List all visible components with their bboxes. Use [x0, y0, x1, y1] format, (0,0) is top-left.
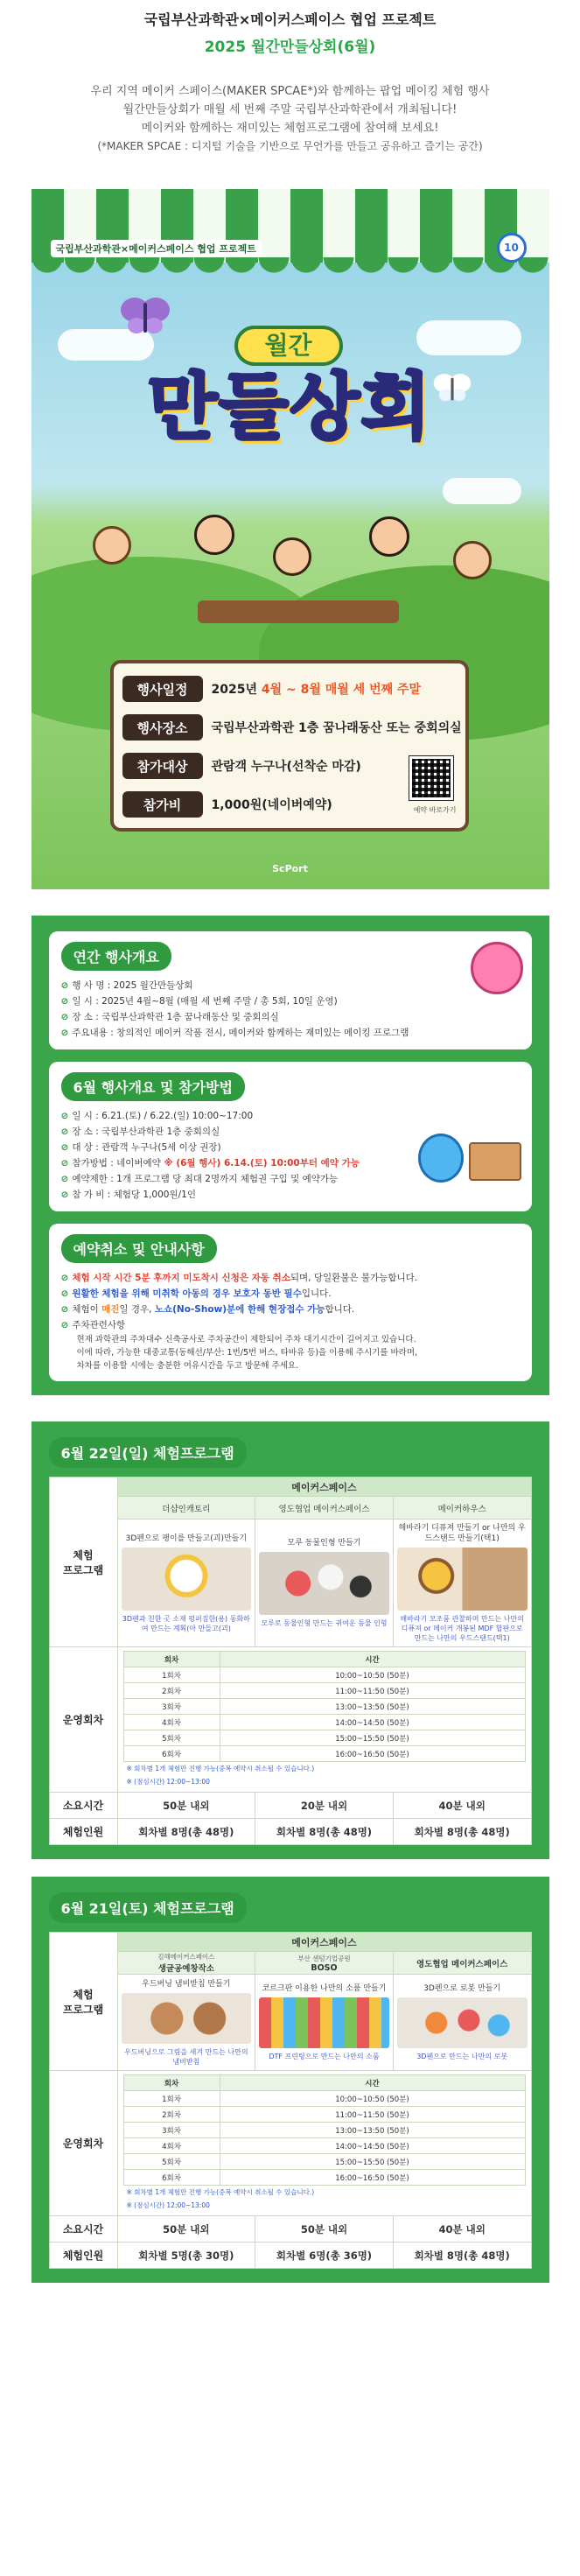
- check-icon: ⊘: [60, 1304, 69, 1315]
- row-head-duration: 소요시간: [49, 1793, 117, 1819]
- session-note: ※ 회차별 1개 체험만 진행 가능(중복 예약시 취소될 수 있습니다.): [126, 1765, 315, 1772]
- child-illustration: [93, 526, 131, 565]
- place-name: 메이커하우스: [393, 1497, 531, 1520]
- sessions-header: 회차: [123, 1652, 220, 1667]
- parking-note: 현재 과학관의 주차대수 신축공사로 주차공간이 제한되어 주차 대기시간이 길어지고 있습니다.: [76, 1335, 416, 1344]
- program-22-table: [49, 1477, 532, 1845]
- check-icon: ⊘: [60, 1111, 69, 1121]
- notice-text: 주차관련사항: [72, 1320, 126, 1330]
- notice-item: [61, 1302, 520, 1317]
- poster-title-small: 월간: [234, 326, 343, 366]
- row-head-people: 체험인원: [49, 1819, 117, 1845]
- session-time: 16:00~16:50 (50분): [220, 2170, 525, 2186]
- notice-highlight: 노쇼(No-Show)분에 한해 현장접수 가능: [154, 1304, 325, 1315]
- duration-cell: 20분 내외: [255, 1793, 394, 1819]
- overview-item: [61, 1025, 520, 1041]
- session-no: 1회차: [123, 1667, 220, 1683]
- check-icon: ⊘: [60, 1288, 69, 1299]
- june-item-text: 참가방법 : 네이버예약: [72, 1158, 161, 1169]
- place-main: 영도협업 메이커스페이스: [416, 1959, 508, 1969]
- program-21-title: 6월 21일(토) 체험프로그램: [49, 1892, 247, 1923]
- people-cell: 회차별 8명(총 48명): [117, 1819, 255, 1845]
- session-no: 6회차: [123, 2170, 220, 2186]
- notice-text: 입니다.: [301, 1288, 332, 1299]
- session-note: ※ (점심시간) 12:00~13:00: [126, 1778, 210, 1786]
- intro-desc-line: 메이커와 함께하는 재미있는 체험프로그램에 참여해 보세요!: [141, 122, 439, 135]
- people-cell: 회차별 8명(총 48명): [255, 1819, 394, 1845]
- blue-mascot-illustration: [418, 1134, 464, 1183]
- overview-item: [61, 1009, 520, 1025]
- awning-scallop: [31, 257, 549, 277]
- june-item-text: 장 소 : 국립부산과학관 1층 중회의실: [72, 1127, 220, 1137]
- intro-desc-line: 우리 지역 메이커 스페이스(MAKER SPCAE*)와 함께하는 팝업 메이킹 체험 행사: [90, 85, 490, 98]
- check-icon: ⊘: [60, 1012, 69, 1022]
- info-value: 관람객 누구나(선착순 마감): [211, 760, 361, 774]
- program-photo: [397, 1997, 528, 2048]
- program-photo: [259, 1997, 389, 2048]
- place-name: [393, 1952, 531, 1975]
- session-no: 2회차: [123, 1683, 220, 1699]
- sessions-cell: [117, 2071, 531, 2216]
- check-icon: ⊘: [60, 1273, 69, 1283]
- info-value: [212, 680, 422, 698]
- info-board: [110, 660, 469, 832]
- session-time: 10:00~10:50 (50분): [220, 1667, 525, 1683]
- place-name: [255, 1952, 394, 1975]
- program-name: 해바라기 디퓨져 만들기 or 나만의 우드스탠드 만들기(택1): [398, 1524, 526, 1543]
- session-no: 1회차: [123, 2091, 220, 2107]
- row-head-sessions: 운영회차: [49, 2071, 117, 2216]
- notice-text: 합니다.: [325, 1304, 355, 1315]
- program-name: 우드버닝 냄비받침 만들기: [142, 1979, 231, 1989]
- session-note: ※ (점심시간) 12:00~13:00: [126, 2201, 210, 2209]
- craft-box-illustration: [469, 1142, 521, 1181]
- child-illustration: [453, 541, 492, 579]
- program-desc: 우드버닝으로 그림을 새겨 만드는 나만의 냄비받침: [124, 2047, 248, 2066]
- overview-item-text: 행 사 명 : 2025 월간만들상회: [72, 980, 193, 991]
- people-cell: 회차별 8명(총 48명): [393, 2243, 531, 2269]
- june-item: [61, 1187, 520, 1203]
- program-cell: [117, 1975, 255, 2071]
- session-time: 13:00~13:50 (50분): [220, 2123, 525, 2138]
- duration-cell: 40분 내외: [393, 1793, 531, 1819]
- poster-org-label: 국립부산과학관×메이커스페이스 협업 프로젝트: [51, 240, 262, 257]
- info-value-highlight: 4월 ~ 8월 매월 세 번째 주말: [261, 683, 422, 697]
- info-value: 국립부산과학관 1층 꿈나래동산 또는 중회의실: [211, 721, 462, 735]
- row-head-program: 체험 프로그램: [49, 1933, 117, 2071]
- qr-code[interactable]: [409, 756, 453, 800]
- intro-description: [17, 82, 563, 156]
- place-sub: 김해메이커스페이스: [157, 1953, 215, 1961]
- row-head-people: 체험인원: [49, 2243, 117, 2269]
- child-illustration: [194, 515, 234, 555]
- session-time: 11:00~11:50 (50분): [220, 2107, 525, 2123]
- session-time: 14:00~14:50 (50분): [220, 2138, 525, 2154]
- place-main: BOSO: [311, 1962, 338, 1973]
- check-icon: ⊘: [60, 1190, 69, 1200]
- session-no: 4회차: [123, 1715, 220, 1730]
- notice-highlight: 체험 시작 시간 5분 후까지 미도착시 신청은 자동 취소: [72, 1273, 290, 1283]
- session-time: 11:00~11:50 (50분): [220, 1683, 525, 1699]
- poster-footer-logo: ScPort: [272, 863, 308, 874]
- june-item-text: 대 상 : 관람객 누구나(5세 이상 권장): [72, 1142, 221, 1153]
- intro-project-title: 국립부산과학관×메이커스페이스 협업 프로젝트: [143, 11, 437, 28]
- session-no: 3회차: [123, 2123, 220, 2138]
- sessions-table: [123, 2074, 526, 2186]
- session-no: 3회차: [123, 1699, 220, 1715]
- overview-item-text: 장 소 : 국립부산과학관 1층 꿈나래동산 및 중회의실: [72, 1012, 279, 1022]
- program-name: 3D펜으로 로봇 만들기: [423, 1984, 501, 1993]
- program-photo: [259, 1552, 389, 1615]
- annual-overview-card: [49, 931, 532, 1049]
- program-photo: [122, 1993, 252, 2044]
- duration-cell: 50분 내외: [255, 2216, 394, 2243]
- june-item-highlight: ※ (6월 행사) 6.14.(토) 10:00부터 예약 가능: [160, 1158, 360, 1169]
- place-name: [117, 1952, 255, 1975]
- notice-text: 체험이: [72, 1304, 102, 1315]
- sessions-table: [123, 1651, 526, 1762]
- duration-cell: 40분 내외: [393, 2216, 531, 2243]
- session-time: 15:00~15:50 (50분): [220, 2154, 525, 2170]
- check-icon: ⊘: [60, 1158, 69, 1169]
- poster-title-big: 만들상회: [148, 366, 432, 449]
- child-illustration: [273, 537, 311, 576]
- june-overview-card: [49, 1062, 532, 1211]
- notice-highlight: 매진: [101, 1304, 120, 1315]
- june-item-text: 참 가 비 : 체험당 1,000원/1인: [72, 1190, 196, 1200]
- program-name: 코르크판 이용한 나만의 소품 만들기: [262, 1984, 387, 1993]
- info-row-place: [122, 712, 462, 742]
- notice-text: 일 경우,: [119, 1304, 155, 1315]
- intro-event-title: 2025 월간만들상회(6월): [204, 39, 376, 56]
- row-head-program: 체험 프로그램: [49, 1478, 117, 1647]
- program-21-table: [49, 1932, 532, 2269]
- duration-cell: 50분 내외: [117, 2216, 255, 2243]
- info-key: 행사일정: [122, 676, 203, 702]
- session-no: 2회차: [123, 2107, 220, 2123]
- event-poster: [31, 189, 549, 889]
- sessions-header: 시간: [220, 1652, 525, 1667]
- qr-caption: 예약 바로가기: [413, 806, 457, 814]
- program-cell: [255, 1520, 394, 1647]
- parking-note: 차차를 이용할 시에는 충분한 여유시간을 두고 방문해 주세요.: [76, 1361, 299, 1371]
- duration-cell: 50분 내외: [117, 1793, 255, 1819]
- people-cell: 회차별 6명(총 36명): [255, 2243, 394, 2269]
- june-overview-title: 6월 행사개요 및 참가방법: [61, 1072, 245, 1101]
- maker-space-header: 메이커스페이스: [117, 1478, 531, 1497]
- overview-panel: [31, 916, 549, 1395]
- check-icon: ⊘: [60, 1142, 69, 1153]
- intro-desc-line: (*MAKER SPCAE : 디지털 기술을 기반으로 무언가를 만들고 공유하고 즐기는 공간): [97, 140, 483, 152]
- place-main: 생글공예창작소: [157, 1964, 214, 1974]
- program-desc: 해바라기 모조품 관찰하며 만드는 나만의 디퓨져 or 메이커 개봉된 MDF 합판으로 만드는 나만의 우드스탠드(택1): [400, 1615, 524, 1642]
- check-icon: ⊘: [60, 1028, 69, 1038]
- sessions-header: 시간: [220, 2075, 525, 2091]
- check-icon: ⊘: [60, 996, 69, 1007]
- info-row-fee: [122, 790, 332, 819]
- session-no: 5회차: [123, 2154, 220, 2170]
- info-key: 참가대상: [122, 753, 203, 779]
- butterfly-icon: [119, 294, 171, 338]
- overview-item-text: 주요내용 : 창의적인 메이커 작품 전시, 메이커와 함께하는 재미있는 메이킹 프로그램: [72, 1028, 409, 1038]
- check-icon: ⊘: [60, 980, 69, 991]
- info-key: 참가비: [122, 791, 203, 818]
- info-row-target: [122, 751, 361, 781]
- program-cell: [255, 1975, 394, 2071]
- place-name: 영도협업 메이커스페이스: [255, 1497, 394, 1520]
- program-photo: [397, 1548, 528, 1611]
- pink-mascot-illustration: [471, 942, 523, 994]
- session-note: ※ 회차별 1개 체험만 진행 가능(중복 예약시 취소될 수 있습니다.): [126, 2188, 315, 2196]
- info-row-schedule: [122, 674, 422, 704]
- info-value: 1,000원(네이버예약): [211, 798, 332, 812]
- session-time: 10:00~10:50 (50분): [220, 2091, 525, 2107]
- people-cell: 회차별 8명(총 48명): [393, 1819, 531, 1845]
- parking-note: 이에 따라, 가능한 대중교통(동해선/부산: 1번/5번 버스, 타바유 등)을 이용해 주시기를 바라며,: [76, 1348, 418, 1358]
- program-photo: [122, 1548, 252, 1611]
- cancel-notice-card: [49, 1224, 532, 1381]
- overview-item: [61, 993, 520, 1009]
- notice-item: [61, 1270, 520, 1286]
- session-time: 15:00~15:50 (50분): [220, 1730, 525, 1746]
- sessions-cell: [117, 1647, 531, 1793]
- program-22-title: 6월 22일(일) 체험프로그램: [49, 1437, 247, 1468]
- intro-section: [0, 0, 580, 156]
- session-no: 4회차: [123, 2138, 220, 2154]
- annual-overview-title: 연간 행사개요: [61, 942, 171, 971]
- overview-item: [61, 978, 520, 993]
- session-time: 13:00~13:50 (50분): [220, 1699, 525, 1715]
- june-item: [61, 1108, 520, 1124]
- place-sub: 부산 센텀기업공원: [297, 1954, 351, 1962]
- program-desc: 3D펜과 친한 곳 소재 펑퍼짐한(용) 동화하여 만드는 계획(아 만들고(괴): [122, 1614, 250, 1632]
- session-no: 5회차: [123, 1730, 220, 1746]
- child-illustration: [369, 516, 409, 557]
- notice-highlight: 원활한 체험을 위해 미취학 아동의 경우 보호자 동반 필수: [72, 1288, 302, 1299]
- anniversary-logo: 10: [497, 233, 527, 263]
- intro-desc-line: 월간만들상회가 매월 세 번째 주말 국립부산과학관에서 개최됩니다!: [122, 103, 458, 116]
- program-cell: [393, 1520, 531, 1647]
- notice-text: 되며, 당일환불은 불가능합니다.: [290, 1273, 418, 1283]
- cloud-decoration: [443, 478, 521, 504]
- program-name: 3D펜으로 팽이를 만들고(괴)만들기: [125, 1534, 248, 1543]
- session-no: 6회차: [123, 1746, 220, 1762]
- program-cell: [117, 1520, 255, 1647]
- program-cell: [393, 1975, 531, 2071]
- june-item-text: 예약제한 : 1개 프로그램 당 최대 2명까지 체험권 구입 및 예약가능: [72, 1174, 339, 1184]
- maker-space-header: 메이커스페이스: [117, 1933, 531, 1952]
- row-head-sessions: 운영회차: [49, 1647, 117, 1793]
- program-desc: 모루로 동물인형 만드는 귀여운 동물 인형: [261, 1619, 388, 1627]
- check-icon: ⊘: [60, 1320, 69, 1330]
- check-icon: ⊘: [60, 1174, 69, 1184]
- check-icon: ⊘: [60, 1127, 69, 1137]
- info-value-text: 2025년: [211, 683, 262, 697]
- place-name: 더샵인캐토리: [117, 1497, 255, 1520]
- program-22-panel: [31, 1421, 549, 1859]
- cloud-decoration: [416, 320, 521, 355]
- notice-item: [61, 1317, 520, 1333]
- people-cell: 회차별 5명(총 30명): [117, 2243, 255, 2269]
- cancel-notice-title: 예약취소 및 안내사항: [61, 1234, 217, 1263]
- row-head-duration: 소요시간: [49, 2216, 117, 2243]
- info-key: 행사장소: [122, 714, 203, 741]
- program-21-panel: [31, 1877, 549, 2283]
- notice-item: [61, 1286, 520, 1302]
- sessions-header: 회차: [123, 2075, 220, 2091]
- program-desc: DTF 프린팅으로 만드는 나만의 소품: [269, 2053, 380, 2060]
- june-item-text: 일 시 : 6.21.(토) / 6.22.(일) 10:00~17:00: [72, 1111, 254, 1121]
- session-time: 14:00~14:50 (50분): [220, 1715, 525, 1730]
- overview-item-text: 일 시 : 2025년 4월~8월 (매월 세 번째 주말 / 총 5회, 10일 운영): [72, 996, 338, 1007]
- craft-table: [198, 600, 399, 623]
- program-desc: 3D펜으로 만드는 나만의 로봇: [416, 2053, 508, 2060]
- session-time: 16:00~16:50 (50분): [220, 1746, 525, 1762]
- program-name: 모루 동물인형 만들기: [287, 1539, 361, 1548]
